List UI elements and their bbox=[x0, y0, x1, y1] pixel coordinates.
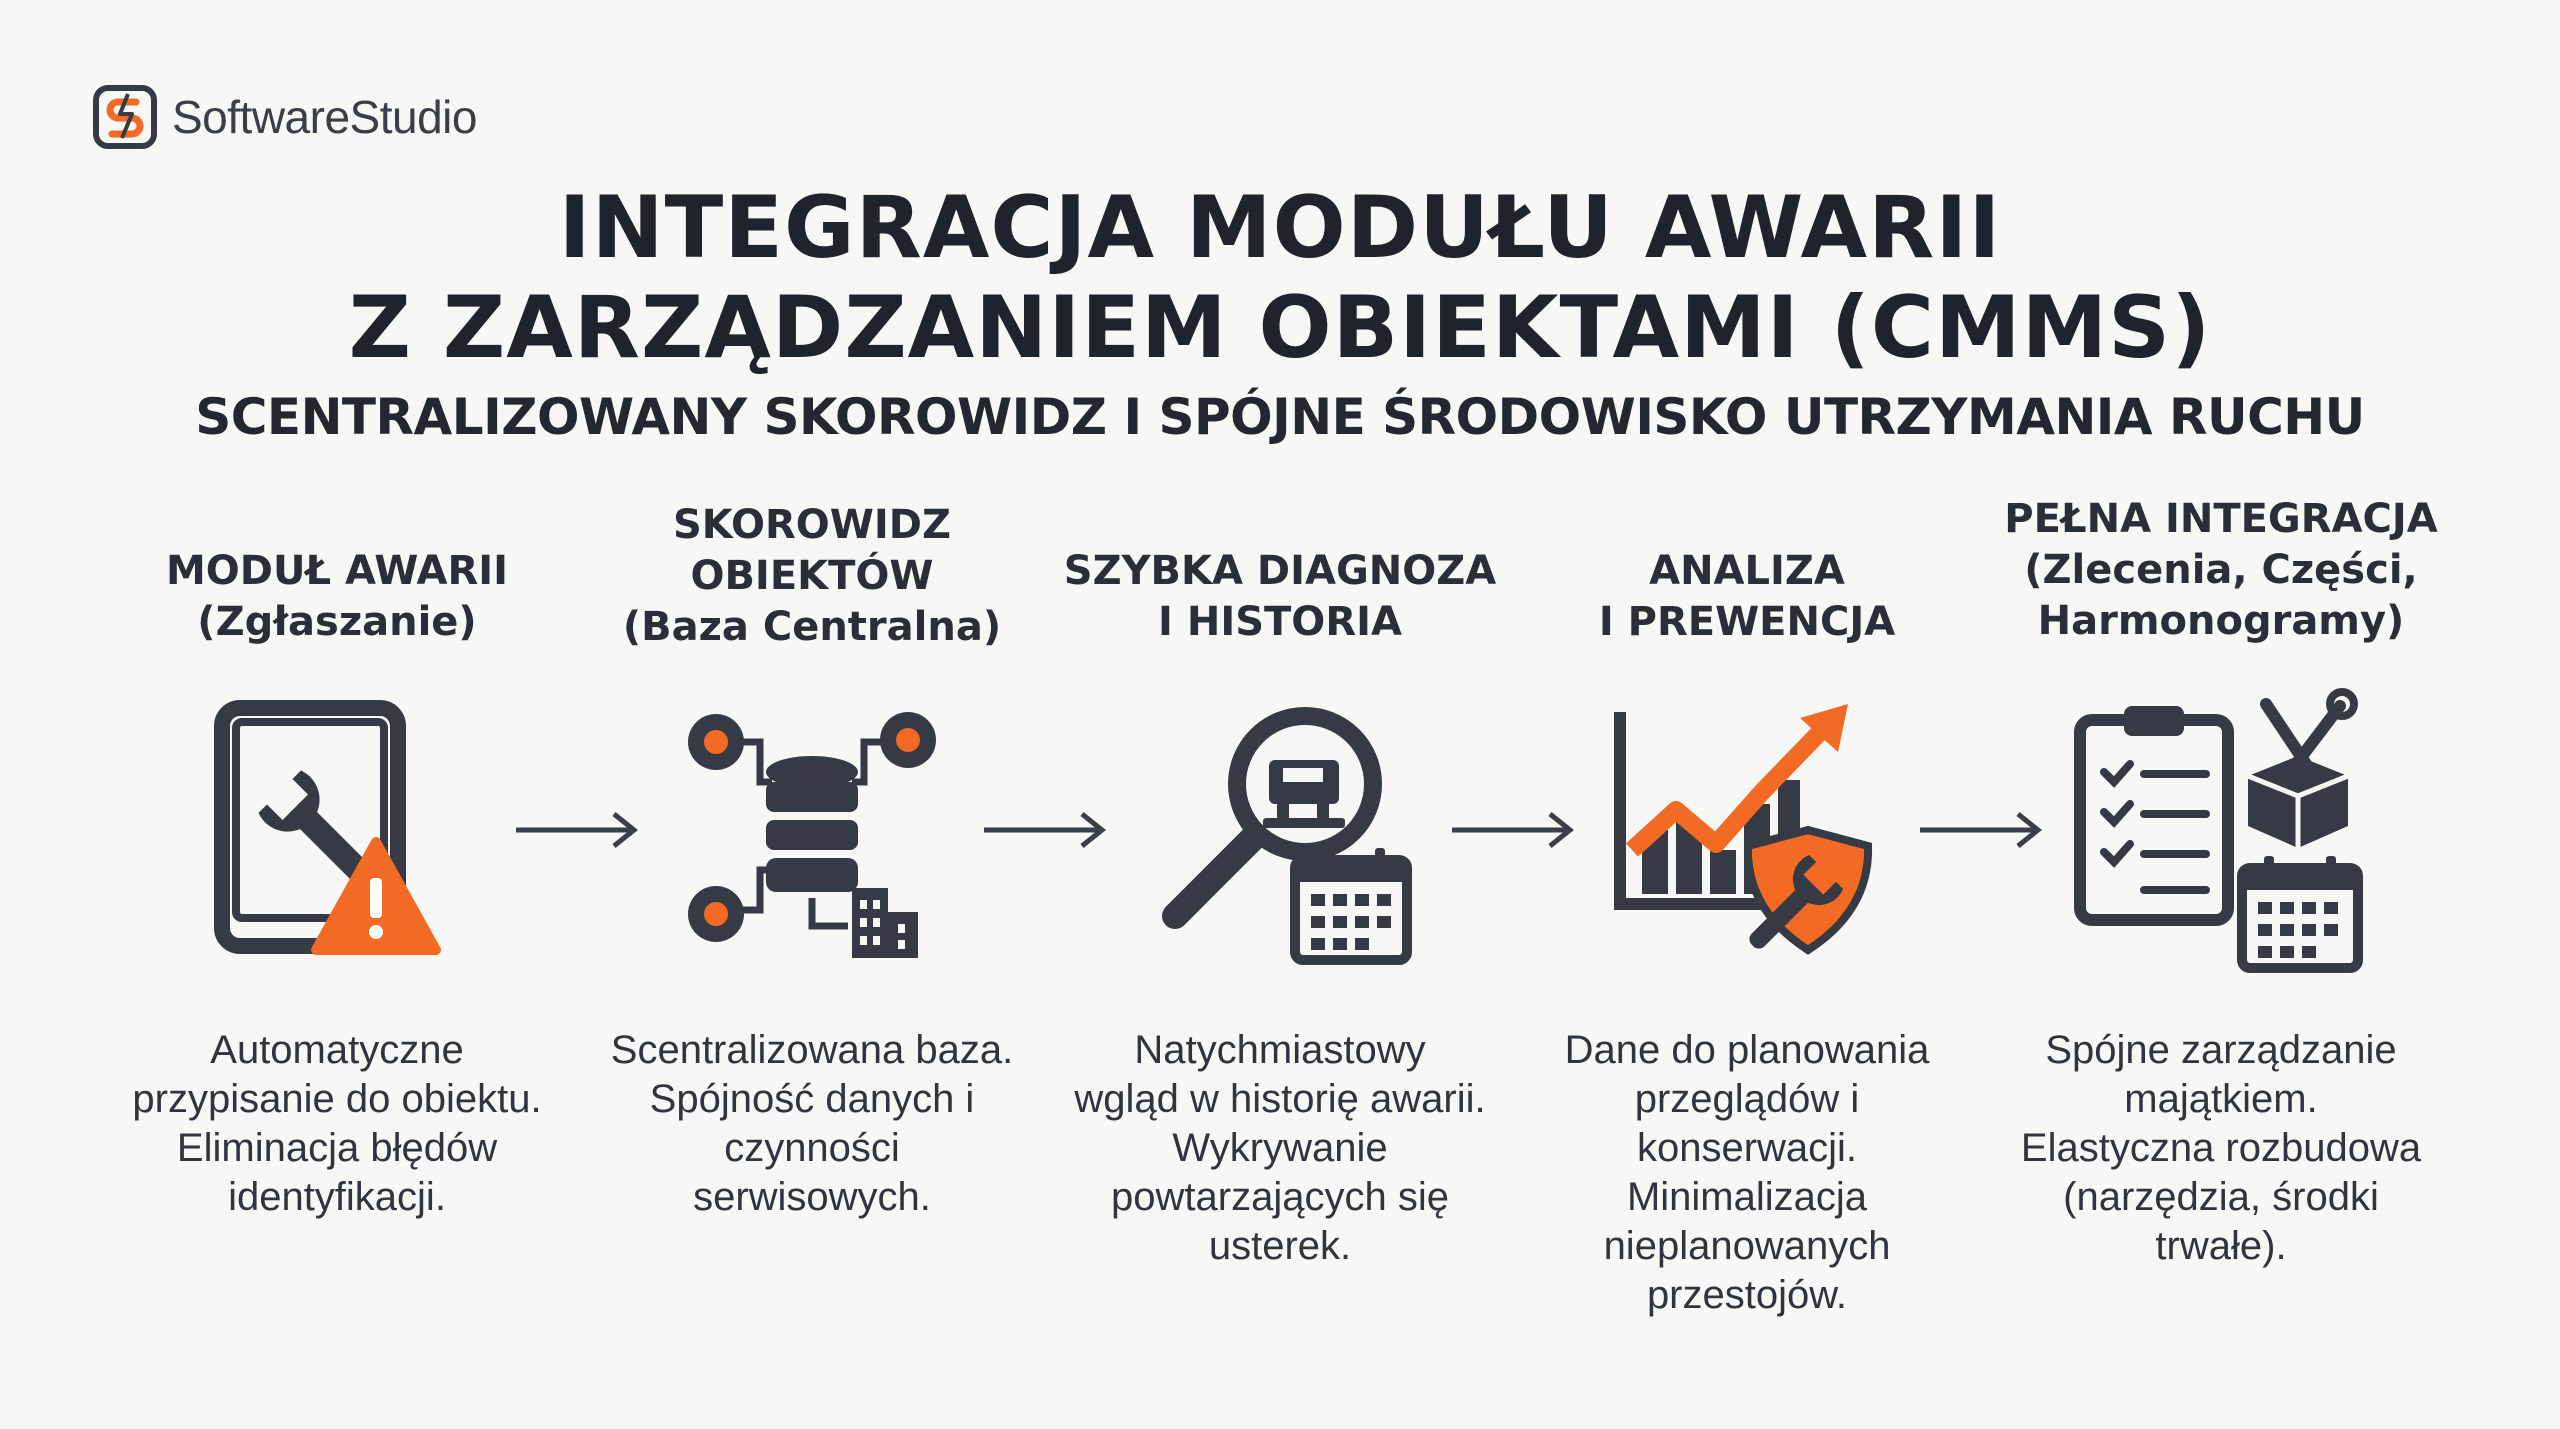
step-4-description-line: Minimalizacja bbox=[1626, 1175, 1868, 1219]
step-3-description-line: Wykrywanie bbox=[1172, 1126, 1388, 1170]
chart-shield-icon bbox=[1612, 700, 1892, 980]
step-2-heading-line: (Baza Centralna) bbox=[622, 604, 1002, 650]
calendar-icon bbox=[1295, 848, 1407, 960]
step-3 bbox=[1045, 0, 1515, 1429]
gear-icon bbox=[688, 714, 744, 770]
clipboard-tools-calendar-icon bbox=[2070, 684, 2370, 984]
step-4-heading bbox=[1512, 546, 1982, 648]
step-3-description-line: wgląd w historię awarii. bbox=[1074, 1077, 1486, 1121]
step-1-heading-line: MODUŁ AWARII bbox=[165, 548, 509, 594]
gear-icon bbox=[688, 886, 744, 942]
calendar-icon bbox=[2242, 856, 2358, 968]
step-2-description-line: Spójność danych i bbox=[649, 1077, 975, 1121]
step-1-description-line: identyfikacji. bbox=[228, 1175, 446, 1219]
step-5-heading-line: (Zlecenia, Części, bbox=[2024, 547, 2418, 593]
step-4-description-line: nieplanowanych bbox=[1603, 1224, 1891, 1268]
step-3-heading-line: SZYBKA DIAGNOZA bbox=[1063, 548, 1497, 594]
step-4-description bbox=[1512, 1026, 1982, 1320]
step-1 bbox=[102, 0, 572, 1429]
title-line-1: INTEGRACJA MODUŁU AWARII bbox=[558, 178, 2002, 278]
step-2-heading-line: OBIEKTÓW bbox=[690, 553, 934, 599]
step-5-description-line: majątkiem. bbox=[2124, 1077, 2318, 1121]
step-4 bbox=[1512, 0, 1982, 1429]
step-3-description-line: powtarzających się bbox=[1111, 1175, 1449, 1219]
step-3-description-line: usterek. bbox=[1208, 1224, 1352, 1268]
step-2-description-line: Scentralizowana baza. bbox=[610, 1028, 1014, 1072]
step-2-description bbox=[577, 1026, 1047, 1222]
step-3-heading bbox=[1045, 546, 1515, 648]
step-4-description-line: Dane do planowania bbox=[1564, 1028, 1930, 1072]
step-5-description bbox=[1986, 1026, 2456, 1271]
step-2-heading bbox=[577, 500, 1047, 653]
step-5-description-line: Elastyczna rozbudowa bbox=[2020, 1126, 2422, 1170]
step-4-description-line: przestojów. bbox=[1646, 1273, 1848, 1317]
gear-icon bbox=[880, 712, 936, 768]
step-2 bbox=[577, 0, 1047, 1429]
step-4-heading-line: ANALIZA bbox=[1649, 548, 1845, 594]
magnifier-calendar-icon bbox=[1145, 694, 1425, 974]
step-5-heading-line: Harmonogramy) bbox=[2037, 598, 2405, 644]
step-5-heading bbox=[1986, 494, 2456, 647]
step-3-description bbox=[1045, 1026, 1515, 1271]
step-2-heading-line: SKOROWIDZ bbox=[672, 502, 952, 548]
step-1-description-line: Eliminacja błędów bbox=[176, 1126, 498, 1170]
toolbox-icon bbox=[2248, 692, 2354, 848]
step-1-description bbox=[102, 1026, 572, 1222]
brand-name: SoftwareStudio bbox=[172, 91, 477, 143]
step-4-description-line: przeglądów i bbox=[1634, 1077, 1860, 1121]
step-2-description-line: czynności bbox=[724, 1126, 900, 1170]
page-subtitle: SCENTRALIZOWANY SKOROWIDZ I SPÓJNE ŚRODOWISKO UTRZYMANIA RUCHU bbox=[195, 388, 2365, 446]
step-4-heading-line: I PREWENCJA bbox=[1598, 599, 1896, 645]
step-4-description-line: konserwacji. bbox=[1636, 1126, 1858, 1170]
step-3-heading-line: I HISTORIA bbox=[1158, 599, 1402, 645]
step-5-description-line: Spójne zarządzanie bbox=[2045, 1028, 2397, 1072]
tablet-wrench-warning-icon bbox=[206, 700, 466, 960]
step-1-heading-line: (Zgłaszanie) bbox=[197, 599, 477, 645]
step-1-heading bbox=[102, 546, 572, 648]
step-3-description-line: Natychmiastowy bbox=[1134, 1028, 1426, 1072]
title-line-2: Z ZARZĄDZANIEM OBIEKTAMI (CMMS) bbox=[348, 278, 2212, 378]
step-1-description-line: przypisanie do obiektu. bbox=[132, 1077, 542, 1121]
step-5-description-line: (narzędzia, środki bbox=[2063, 1175, 2379, 1219]
step-5-description-line: trwałe). bbox=[2155, 1224, 2287, 1268]
database-network-icon bbox=[672, 690, 952, 970]
step-2-description-line: serwisowych. bbox=[693, 1175, 931, 1219]
step-5 bbox=[1986, 0, 2456, 1429]
step-1-description-line: Automatyczne bbox=[210, 1028, 464, 1072]
clipboard-icon bbox=[2080, 706, 2228, 920]
step-5-heading-line: PEŁNA INTEGRACJA bbox=[2004, 496, 2438, 542]
